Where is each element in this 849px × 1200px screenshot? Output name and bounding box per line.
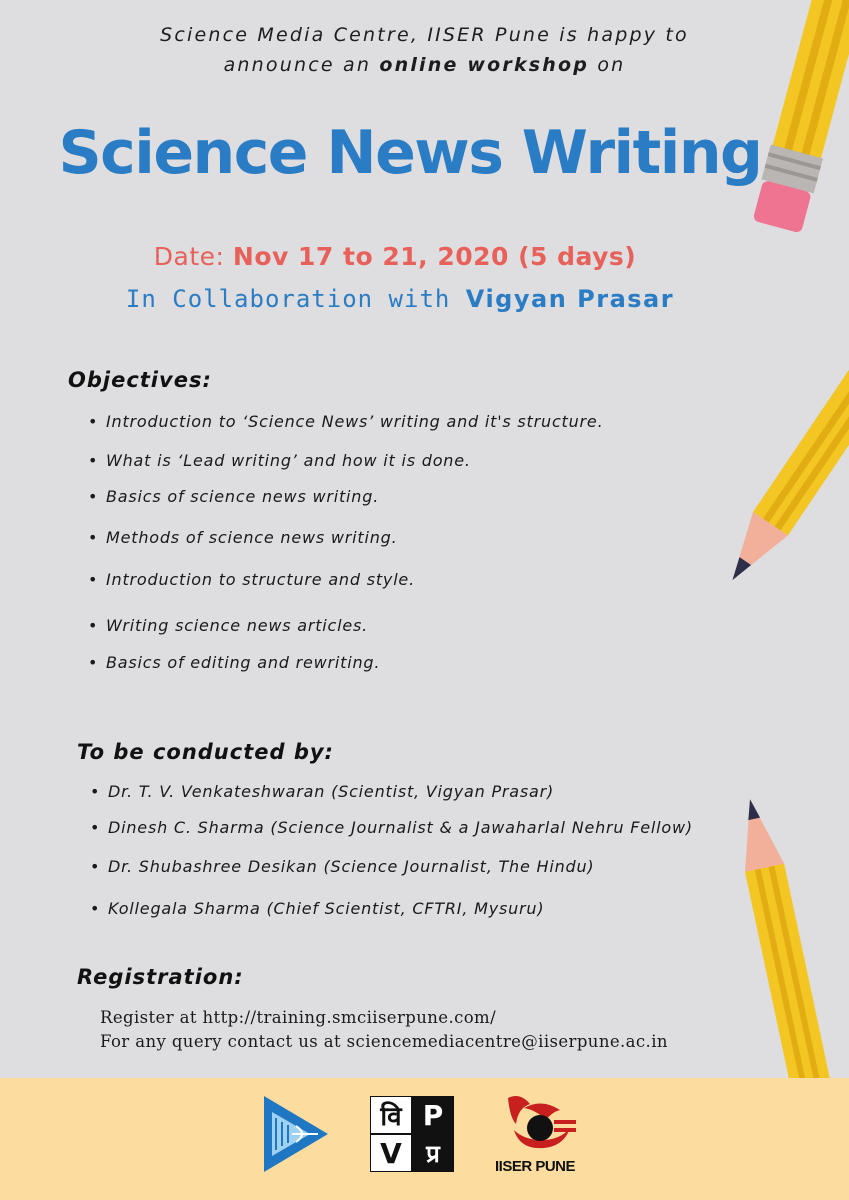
date-value: Nov 17 to 21, 2020 (5 days)	[232, 242, 637, 271]
iiser-pune-logo-icon	[490, 1090, 590, 1154]
collaboration	[0, 285, 800, 313]
collaboration-prefix: In Collaboration with	[125, 285, 451, 313]
pencil-middle-illustration	[722, 360, 849, 620]
list-item: • Basics of editing and rewriting.	[88, 653, 603, 683]
conductors-list	[90, 782, 693, 929]
vp-logo-cell: V	[370, 1134, 412, 1172]
list-item: • Dr. T. V. Venkateshwaran (Scientist, Vigyan Prasar)	[90, 782, 693, 818]
list-item: • Kollegala Sharma (Chief Scientist, CFTRI, Mysuru)	[90, 899, 693, 929]
list-item: • Dinesh C. Sharma (Science Journalist & a Jawaharlal Nehru Fellow)	[90, 818, 693, 857]
vp-logo-cell: P	[412, 1096, 454, 1134]
list-item: • Introduction to structure and style.	[88, 570, 603, 616]
intro-highlight: online workshop	[379, 54, 590, 76]
registration-text	[100, 1006, 668, 1054]
intro-text	[0, 20, 849, 80]
intro-line-2-prefix: announce an	[223, 54, 372, 76]
list-item: • Writing science news articles.	[88, 616, 603, 653]
iiser-pune-logo-text: IISER PUNE	[495, 1158, 576, 1175]
conductors-heading: To be conducted by:	[77, 740, 334, 764]
objectives-heading: Objectives:	[68, 368, 212, 392]
date-label: Date:	[153, 242, 225, 271]
intro-line-2	[0, 50, 849, 80]
vp-logo-cell: प्र	[412, 1134, 454, 1172]
event-date	[0, 242, 790, 271]
intro-line-1: Science Media Centre, IISER Pune is happy to	[160, 24, 689, 46]
vigyan-prasar-logo	[370, 1096, 454, 1172]
registration-contact-line[interactable]: For any query contact us at sciencemediacentre@iiserpune.ac.in	[100, 1032, 668, 1051]
pencil-bottom-illustration	[745, 785, 849, 1085]
objectives-list	[88, 412, 603, 683]
footer-logo-bar	[0, 1078, 849, 1200]
registration-url-line[interactable]: Register at http://training.smciiserpune.com/	[100, 1008, 497, 1027]
list-item: • Introduction to ‘Science News’ writing and it's structure.	[88, 412, 603, 451]
page-title: Science News Writing	[58, 118, 762, 188]
list-item: • Dr. Shubashree Desikan (Science Journalist, The Hindu)	[90, 857, 693, 899]
intro-line-2-suffix: on	[597, 54, 626, 76]
registration-heading: Registration:	[77, 965, 244, 989]
collaboration-partner: Vigyan Prasar	[465, 285, 675, 313]
vp-logo-cell: वि	[370, 1096, 412, 1134]
list-item: • Methods of science news writing.	[88, 528, 603, 570]
list-item: • What is ‘Lead writing’ and how it is done.	[88, 451, 603, 487]
smc-logo-icon	[262, 1094, 332, 1174]
list-item: • Basics of science news writing.	[88, 487, 603, 528]
